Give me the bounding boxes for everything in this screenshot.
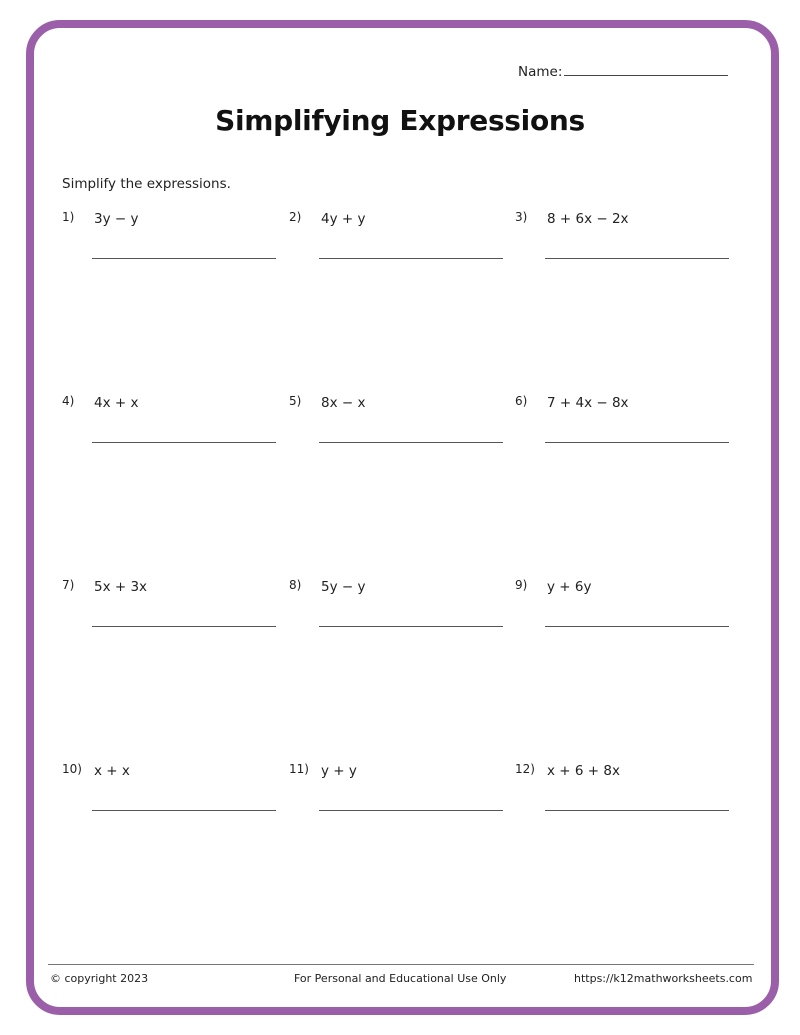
- name-field: [518, 63, 728, 80]
- problem-item: [289, 210, 499, 270]
- problem-expression: y + 6y: [547, 579, 592, 595]
- problem-expression: x + 6 + 8x: [547, 763, 620, 779]
- problem-item: [515, 578, 725, 638]
- answer-line[interactable]: [319, 626, 503, 627]
- problem-expression: 4x + x: [94, 395, 139, 411]
- problem-item: [62, 210, 272, 270]
- answer-line[interactable]: [92, 442, 276, 443]
- problem-number: 4): [62, 394, 75, 408]
- footer-website-link[interactable]: https://k12mathworksheets.com: [574, 972, 753, 985]
- problem-number: 6): [515, 394, 528, 408]
- instructions: Simplify the expressions.: [62, 176, 231, 192]
- problem-number: 3): [515, 210, 528, 224]
- problem-expression: 8 + 6x − 2x: [547, 211, 629, 227]
- problem-expression: 5x + 3x: [94, 579, 148, 595]
- problem-expression: 8x − x: [321, 395, 366, 411]
- problem-expression: y + y: [321, 763, 357, 779]
- problem-item: [62, 762, 272, 822]
- answer-line[interactable]: [545, 626, 729, 627]
- problem-item: [289, 578, 499, 638]
- footer-usage-note: For Personal and Educational Use Only: [294, 972, 507, 985]
- problem-number: 7): [62, 578, 75, 592]
- problem-expression: x + x: [94, 763, 130, 779]
- answer-line[interactable]: [319, 442, 503, 443]
- answer-line[interactable]: [545, 258, 729, 259]
- problem-expression: 3y − y: [94, 211, 139, 227]
- problem-expression: 7 + 4x − 8x: [547, 395, 629, 411]
- problem-item: [289, 762, 499, 822]
- answer-line[interactable]: [545, 810, 729, 811]
- problem-item: [62, 578, 272, 638]
- footer-divider: [48, 964, 754, 965]
- answer-line[interactable]: [92, 258, 276, 259]
- name-blank-line[interactable]: [564, 63, 728, 76]
- name-label: Name:: [518, 64, 563, 80]
- answer-line[interactable]: [319, 258, 503, 259]
- answer-line[interactable]: [319, 810, 503, 811]
- problem-number: 9): [515, 578, 528, 592]
- problem-item: [515, 762, 725, 822]
- problem-number: 8): [289, 578, 302, 592]
- page-title: Simplifying Expressions: [215, 104, 585, 137]
- problem-number: 11): [289, 762, 309, 776]
- answer-line[interactable]: [92, 626, 276, 627]
- answer-line[interactable]: [92, 810, 276, 811]
- answer-line[interactable]: [545, 442, 729, 443]
- problem-item: [515, 210, 725, 270]
- problem-number: 10): [62, 762, 82, 776]
- problem-number: 1): [62, 210, 75, 224]
- worksheet-border: [26, 20, 779, 1015]
- problem-item: [289, 394, 499, 454]
- footer-copyright: © copyright 2023: [50, 972, 149, 985]
- problem-expression: 4y + y: [321, 211, 366, 227]
- problem-item: [62, 394, 272, 454]
- problem-number: 12): [515, 762, 535, 776]
- problem-number: 5): [289, 394, 302, 408]
- problem-item: [515, 394, 725, 454]
- problem-expression: 5y − y: [321, 579, 366, 595]
- problem-number: 2): [289, 210, 302, 224]
